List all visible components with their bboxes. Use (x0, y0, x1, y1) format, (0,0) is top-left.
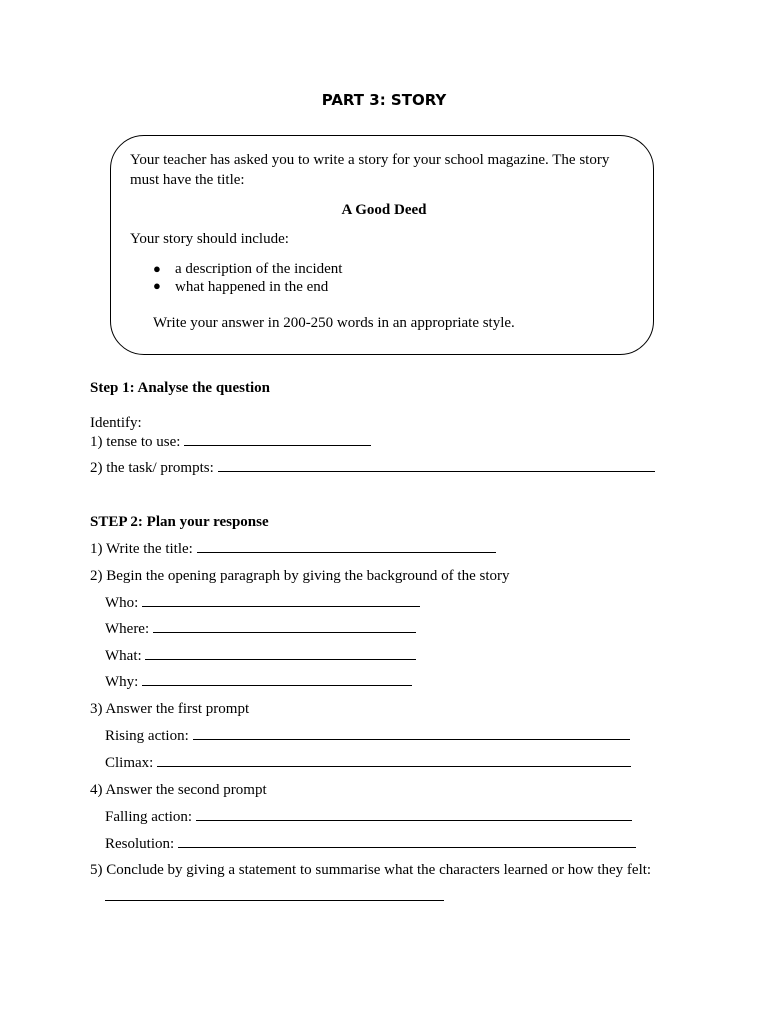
resolution-item (105, 835, 636, 853)
where-item (105, 620, 416, 638)
why-label: Why: (105, 674, 139, 690)
where-answer-line[interactable] (153, 620, 416, 633)
resolution-label: Resolution: (105, 836, 175, 852)
why-answer-line[interactable] (142, 673, 412, 686)
second-prompt-item: 4) Answer the second prompt (90, 782, 267, 798)
who-label: Who: (105, 595, 139, 611)
rising-action-item (105, 727, 630, 745)
conclude-answer-line[interactable] (105, 888, 444, 901)
climax-item (105, 754, 631, 772)
include-label: Your story should include: (130, 231, 289, 247)
climax-answer-line[interactable] (157, 754, 631, 767)
opening-paragraph-item: 2) Begin the opening paragraph by giving the background of the story (90, 568, 510, 584)
where-label: Where: (105, 621, 150, 637)
falling-action-item (105, 808, 632, 826)
tense-label: 1) tense to use: (90, 434, 181, 450)
tense-answer-line[interactable] (184, 433, 371, 446)
climax-label: Climax: (105, 755, 154, 771)
why-item (105, 673, 412, 691)
who-item (105, 594, 420, 612)
bullet-item: a description of the incident (175, 261, 343, 277)
step2-heading: STEP 2: Plan your response (90, 514, 269, 530)
write-title-item (90, 540, 496, 558)
bullet-icon: ● (153, 261, 161, 276)
who-answer-line[interactable] (142, 594, 420, 607)
first-prompt-item: 3) Answer the first prompt (90, 701, 250, 717)
bullet-item: what happened in the end (175, 279, 329, 295)
step1-heading: Step 1: Analyse the question (90, 380, 271, 396)
task-label: 2) the task/ prompts: (90, 460, 214, 476)
title-answer-line[interactable] (197, 540, 496, 553)
conclude-item: 5) Conclude by giving a statement to summarise what the characters learned or how they felt: (90, 862, 652, 878)
tense-item (90, 433, 371, 451)
falling-action-label: Falling action: (105, 809, 193, 825)
write-title-label: 1) Write the title: (90, 541, 193, 557)
what-label: What: (105, 648, 142, 664)
bullet-icon: ● (153, 278, 161, 293)
prompt-line-1: Your teacher has asked you to write a story for your school magazine. The story (130, 152, 610, 168)
conclude-answer-row (105, 888, 444, 906)
rising-action-answer-line[interactable] (193, 727, 630, 740)
resolution-answer-line[interactable] (178, 835, 636, 848)
task-answer-line[interactable] (218, 459, 655, 472)
falling-action-answer-line[interactable] (196, 808, 632, 821)
identify-label: Identify: (90, 415, 142, 431)
story-title: A Good Deed (341, 202, 427, 218)
what-item (105, 647, 416, 665)
task-item (90, 459, 655, 477)
what-answer-line[interactable] (145, 647, 416, 660)
rising-action-label: Rising action: (105, 728, 189, 744)
page-title: PART 3: STORY (321, 91, 447, 109)
instruction-text: Write your answer in 200-250 words in an appropriate style. (153, 315, 515, 331)
prompt-line-2: must have the title: (130, 172, 245, 188)
